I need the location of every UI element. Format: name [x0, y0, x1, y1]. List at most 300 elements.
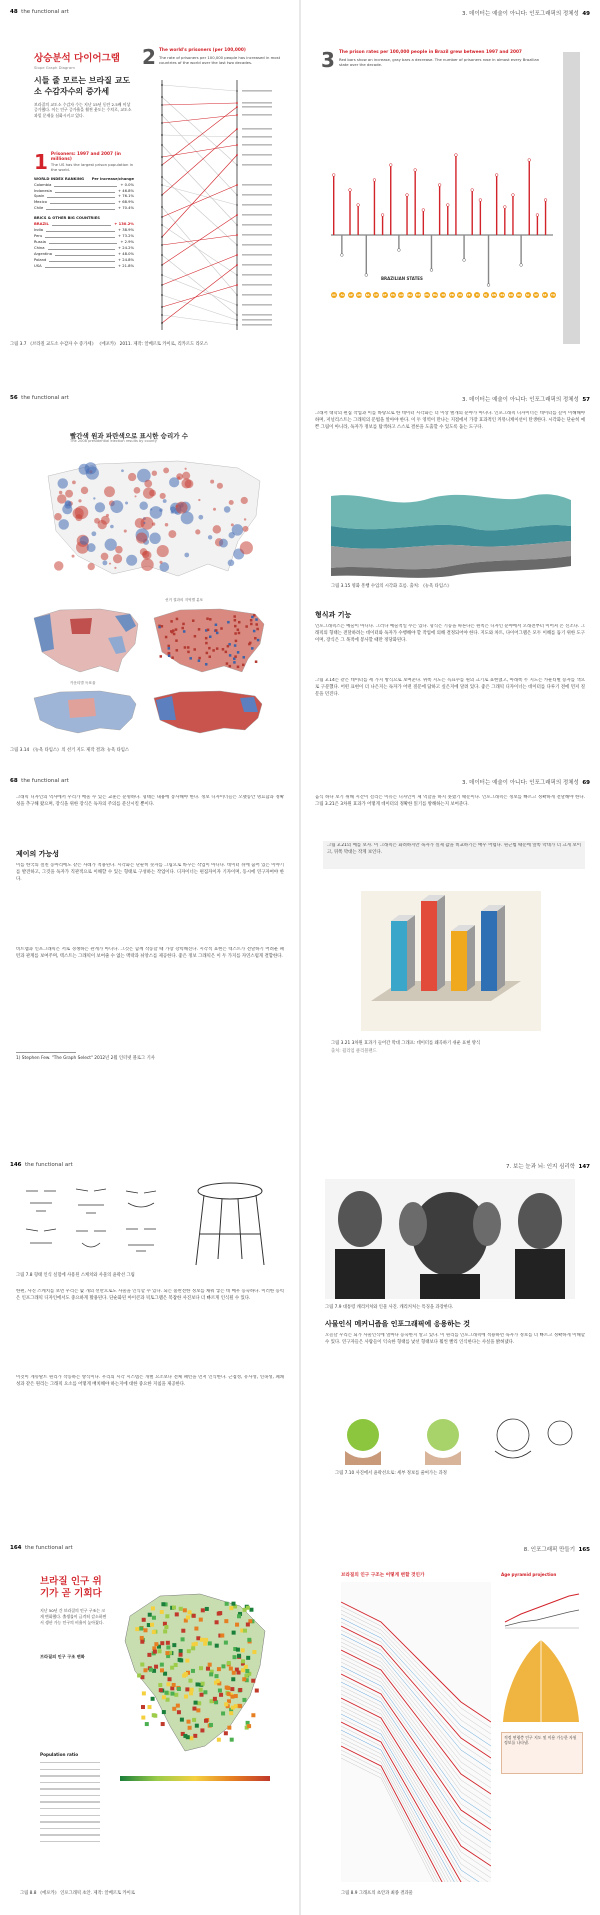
slope-point-start	[161, 236, 163, 238]
country-pct: + 38.9%	[118, 228, 134, 233]
municipality-cell	[218, 1611, 222, 1615]
country-name: India	[34, 228, 44, 233]
fig3-bar-cap	[422, 209, 425, 212]
municipality-cell	[244, 1674, 248, 1678]
municipality-cell	[194, 1642, 198, 1646]
fig1-subtitle: Slope Graph Diagram	[34, 65, 75, 70]
fig3-bar	[374, 180, 375, 235]
map-bubble	[229, 500, 234, 505]
map-title: 빨간색 원과 파란색으로 표시한 승리가 수	[70, 432, 189, 440]
municipality-cell	[143, 1628, 147, 1632]
spread-3	[0, 769, 600, 1154]
map-bubble	[115, 546, 123, 554]
spread-5	[0, 1536, 600, 1915]
fig3-note: Red bars show an increase, gray bars a decrease. The number of prisoners rose in almost every Brazilian state over the decade.	[339, 57, 540, 68]
state-badge: AL	[340, 293, 345, 297]
municipality-cell	[149, 1668, 153, 1672]
fig3-bar	[431, 235, 432, 270]
county-cell	[161, 625, 164, 628]
municipality-cell	[186, 1735, 190, 1739]
county-cell	[168, 647, 171, 650]
country-pct: + 0.0%	[120, 182, 134, 187]
county-cell	[212, 649, 215, 652]
county-cell	[165, 636, 168, 639]
country-name: Spain	[34, 194, 45, 199]
map-legend-bar	[120, 1776, 270, 1781]
map-bubble	[139, 501, 147, 509]
slope-label	[242, 244, 272, 246]
map-label-b: 선거 결과의 지역별 분포	[165, 598, 204, 602]
map-bubble	[78, 499, 81, 502]
legend-table	[40, 1762, 100, 1848]
map-bubble	[150, 506, 163, 519]
municipality-cell	[179, 1607, 183, 1611]
municipality-cell	[161, 1602, 165, 1606]
slope-label	[242, 164, 272, 166]
map-bubble	[198, 499, 200, 501]
slope-line	[162, 255, 237, 315]
map-bubble	[240, 541, 253, 554]
municipality-cell	[193, 1734, 197, 1738]
map-bubble	[59, 491, 62, 494]
municipality-cell	[200, 1693, 204, 1697]
country-arrow	[47, 194, 115, 198]
fig3-bar	[512, 195, 513, 235]
map-intro: 지난 50년 간 브라질의 인구 구조는 크게 변화했다. 출생률이 급격히 감소하면서 생산 가능 인구의 비율이 높아졌다.	[40, 1608, 107, 1625]
stream-graph	[331, 486, 571, 578]
municipality-cell	[177, 1687, 181, 1691]
bar-3d-side	[467, 925, 475, 991]
county-cell	[237, 666, 240, 669]
fig3-axis-label: BRAZILIAN STATES	[381, 276, 423, 281]
county-cell	[206, 617, 209, 620]
slope-label	[242, 304, 272, 306]
slope-label	[242, 106, 272, 108]
municipality-cell	[192, 1707, 196, 1711]
county-cell	[216, 632, 219, 635]
municipality-cell	[185, 1687, 189, 1691]
country-name: BRAZIL	[34, 222, 49, 227]
state-badge: CE	[374, 293, 378, 297]
state-badge: SP	[534, 293, 539, 297]
municipality-cell	[247, 1638, 251, 1642]
municipality-cell	[247, 1724, 251, 1728]
body-text-2: 이를 한국의 절친 동아리에도 같은 사례가 적용된다. 시각화는 단순히 숫자를 그림으로 바꾸는 작업이 아니다. 데이터 뒤에 숨어 있는 이야기를 발견하고, 그것을 독자가 직관적으로 이해할 수 있는 형태로 구성하는 작업이다. 디자이너는 편집자이자 기자이며, 동시에 연구자여야 한다.	[16, 863, 284, 882]
country-name: Chile	[34, 206, 44, 211]
municipality-cell	[164, 1691, 168, 1695]
fig3-bar	[472, 190, 473, 235]
county-cell	[229, 654, 232, 657]
pyramid-title: Age pyramid projection	[501, 1572, 557, 1577]
state-badge: RS	[500, 293, 505, 297]
map-bubble	[181, 478, 191, 488]
country-name: Argentina	[34, 251, 52, 256]
fig3-bar	[504, 207, 505, 235]
county-cell	[253, 630, 256, 633]
map-bubble	[185, 468, 187, 470]
county-cell	[184, 646, 187, 649]
municipality-cell	[230, 1687, 234, 1691]
map-bubble	[73, 508, 84, 519]
spread-1	[0, 0, 600, 387]
municipality-cell	[189, 1691, 193, 1695]
country-arrow	[49, 258, 115, 262]
state-badge: GO	[399, 293, 404, 297]
map-bubble	[244, 518, 246, 520]
country-list	[34, 183, 134, 213]
municipality-cell	[234, 1704, 238, 1708]
slope-point-end	[236, 90, 238, 92]
municipality-cell	[199, 1666, 203, 1670]
municipality-cell	[152, 1616, 156, 1620]
slope-label	[242, 194, 272, 196]
municipality-cell	[153, 1650, 157, 1654]
page-header-left: 164 the functional art	[10, 1545, 73, 1551]
municipality-cell	[242, 1677, 246, 1681]
county-cell	[176, 649, 179, 652]
municipality-cell	[232, 1671, 236, 1675]
fig3-bar	[382, 215, 383, 235]
slope-point-end	[236, 304, 238, 306]
spread1-caption: 그림 3.7 《브라질 교도소 수감자 수 증가세》 《에포카》 2011. 제작: 알베르토 카이로, 리카르도 라모스	[10, 342, 209, 347]
population-line-chart	[341, 1582, 491, 1882]
municipality-cell	[158, 1683, 162, 1687]
municipality-cell	[188, 1679, 192, 1683]
slope-point-start	[161, 284, 163, 286]
country-name: Poland	[34, 257, 47, 262]
county-cell	[168, 652, 171, 655]
country-pct: + 46.8%	[118, 188, 134, 193]
slope-label	[242, 102, 272, 104]
fig3-bar	[520, 235, 521, 265]
fig2-note: The rate of prisoners per 100,000 people has increased in most countries of the world over the last two decades.	[159, 55, 281, 66]
municipality-cell	[195, 1724, 199, 1728]
municipality-cell	[235, 1623, 239, 1627]
3d-bar-chart	[361, 881, 541, 1031]
slope-label	[242, 224, 272, 226]
slope-point-start	[161, 96, 163, 98]
county-cell	[254, 637, 257, 640]
map-label: 브라질의 인구 구조 변화	[40, 1654, 85, 1659]
map-bubble	[219, 539, 228, 548]
municipality-cell	[187, 1649, 191, 1653]
map-bubble	[113, 554, 122, 563]
map-bubble	[128, 473, 136, 481]
county-cell	[167, 645, 170, 648]
municipality-cell	[237, 1704, 241, 1708]
municipality-cell	[242, 1698, 246, 1702]
slope-line	[162, 255, 237, 285]
municipality-cell	[172, 1606, 176, 1610]
county-cell	[160, 655, 163, 658]
slope-point-start	[161, 314, 163, 316]
slope-point-start	[161, 206, 163, 208]
slope-point-end	[236, 114, 238, 116]
slope-point-start	[161, 176, 163, 178]
municipality-cell	[140, 1636, 144, 1640]
municipality-cell	[241, 1659, 245, 1663]
municipality-cell	[201, 1682, 205, 1686]
municipality-cell	[246, 1656, 250, 1660]
map-bubble	[198, 515, 203, 520]
fig3-bar-cap	[397, 249, 400, 252]
municipality-cell	[230, 1695, 234, 1699]
page-69	[301, 769, 600, 1153]
map-bubble	[125, 502, 128, 505]
municipality-cell	[225, 1686, 229, 1690]
slope-line	[162, 107, 237, 165]
map-bubble	[91, 531, 96, 536]
page-146	[0, 1153, 299, 1536]
county-cell	[255, 623, 258, 626]
spread-4	[0, 1153, 600, 1537]
fig3-bar	[439, 185, 440, 235]
gray-sidebar	[563, 52, 580, 344]
choropleth-map-right	[150, 604, 268, 676]
fig3-bar-cap	[381, 214, 384, 217]
fig3-bar-cap	[365, 274, 368, 277]
country-arrow	[46, 206, 115, 210]
map-title: 브라질 인구 위기가 곧 기회다	[40, 1576, 102, 1599]
municipality-cell	[220, 1633, 224, 1637]
municipality-cell	[151, 1606, 155, 1610]
country-name: Colombia	[34, 182, 52, 187]
county-cell	[250, 623, 253, 626]
page-header-left: 56 the functional art	[10, 395, 69, 401]
fig3-bar	[366, 235, 367, 275]
municipality-cell	[217, 1667, 221, 1671]
municipality-cell	[221, 1711, 225, 1715]
county-cell	[171, 656, 174, 659]
fig1-panel	[34, 50, 134, 270]
municipality-cell	[194, 1701, 198, 1705]
county-cell	[238, 632, 241, 635]
municipality-cell	[184, 1695, 188, 1699]
body-text-5: 그림 3.21의 예를 보자. 이 그래픽은 화려하지만 독자가 실제 값을 비교하기는 매우 어렵다. 원근법 때문에 앞쪽 막대가 더 크게 보이고, 뒤쪽 막대는 작게 보인다.	[327, 843, 581, 855]
county-cell	[237, 651, 240, 654]
municipality-cell	[183, 1608, 187, 1612]
municipality-cell	[214, 1700, 218, 1704]
map-bubble	[79, 464, 90, 475]
map-bubble	[163, 499, 167, 503]
brazil-map	[110, 1576, 280, 1766]
map-bubble	[54, 513, 62, 521]
country-pct: + 73.2%	[118, 234, 134, 239]
fig3-bar	[537, 215, 538, 235]
slope-label	[242, 204, 272, 206]
legend-title: Population ratio	[40, 1752, 79, 1757]
map-bubble	[143, 487, 154, 498]
page-header-left: 146 the functional art	[10, 1162, 73, 1168]
fig3-bar-cap	[495, 174, 498, 177]
fig3-bar	[349, 190, 350, 235]
slope-label	[242, 136, 272, 138]
municipality-cell	[141, 1705, 145, 1709]
municipality-cell	[215, 1644, 219, 1648]
map-bubble	[176, 502, 188, 514]
country-pct: + 24.8%	[118, 257, 134, 262]
map-bubble	[157, 545, 169, 557]
municipality-cell	[203, 1690, 207, 1694]
municipality-cell	[181, 1629, 185, 1633]
map-label-c: 카운티별 득표율	[70, 681, 96, 685]
map-bubble	[121, 469, 124, 472]
municipality-cell	[229, 1667, 233, 1671]
municipality-cell	[170, 1692, 174, 1696]
slope-point-end	[236, 106, 238, 108]
municipality-cell	[219, 1693, 223, 1697]
municipality-cell	[208, 1641, 212, 1645]
fig3-bar-cap	[332, 174, 335, 177]
page-header-left: 68 the functional art	[10, 778, 69, 784]
municipality-cell	[196, 1682, 200, 1686]
slope-line	[162, 285, 237, 307]
page-165	[301, 1536, 600, 1915]
slope-point-end	[236, 184, 238, 186]
fig3-bar-cap	[349, 189, 352, 192]
spread5-left-caption: 그림 8.8 《에포카》 인포그래픽 초안. 제작: 알베르토 카이로	[20, 1891, 135, 1896]
spread-2	[0, 386, 600, 770]
page-49	[301, 0, 600, 386]
county-cell	[243, 656, 246, 659]
municipality-cell	[205, 1607, 209, 1611]
county-cell	[172, 629, 175, 632]
county-cell	[205, 663, 208, 666]
municipality-cell	[218, 1688, 222, 1692]
fig3-bar-cap	[446, 204, 449, 207]
section-title: 사물인식 메커니즘을 인포그래픽에 응용하는 것	[325, 1320, 470, 1328]
map-bubble	[171, 511, 174, 514]
map-bubble	[110, 500, 123, 513]
county-cell	[233, 615, 236, 618]
bar-3d	[391, 921, 407, 991]
slope-point-start	[161, 134, 163, 136]
slope-point-end	[236, 136, 238, 138]
fig3-bar-cap	[430, 269, 433, 272]
body-text-1: 한편, 사진 스케치를 보면 우리는 몇 개의 선만으로도 사물을 인식할 수 있다. 뇌는 불완전한 정보를 채워 넣는 데 매우 능숙하다. 이러한 능력은 인포그래픽 디자인에서도 중요하게 활용된다. 단순화된 아이콘과 픽토그램은 복잡한 사진보다 더 빠르게 인식될 수 있다.	[16, 1289, 284, 1301]
slope-line	[162, 225, 237, 275]
page-header-right: 3. 데이터는 예술이 아니다: 인포그래픽의 정체성 57	[462, 397, 590, 403]
state-badge: RN	[491, 293, 497, 297]
slope-line	[162, 103, 237, 105]
fig3-bar-cap	[389, 164, 392, 167]
map-bubble	[72, 555, 75, 558]
map-bubble	[142, 551, 149, 558]
county-cell	[198, 659, 201, 662]
county-cell	[234, 632, 237, 635]
municipality-cell	[165, 1651, 169, 1655]
municipality-cell	[227, 1726, 231, 1730]
country-pct: + 24.2%	[118, 245, 134, 250]
municipality-cell	[166, 1641, 170, 1645]
slope-point-end	[236, 254, 238, 256]
page-57	[301, 386, 600, 769]
municipality-cell	[172, 1683, 176, 1687]
fig3-title: The prison rates per 100,000 people in Brazil grew between 1997 and 2007	[339, 50, 522, 55]
municipality-cell	[203, 1642, 207, 1646]
county-cell	[168, 655, 171, 658]
slope-point-start	[161, 164, 163, 166]
slope-line	[162, 85, 237, 91]
county-cell	[192, 619, 195, 622]
county-cell	[234, 619, 237, 622]
municipality-cell	[225, 1602, 229, 1606]
state-badge: PA	[441, 293, 446, 297]
municipality-cell	[142, 1618, 146, 1622]
country-arrow	[52, 222, 111, 226]
map-bubble	[229, 532, 235, 538]
county-cell	[251, 647, 254, 650]
county-cell	[227, 621, 230, 624]
photo-caption: 그림 7.10 사진에서 윤곽선으로: 세부 정보를 줄여가는 과정	[335, 1471, 447, 1476]
page-header-right: 3. 데이터는 예술이 아니다: 인포그래픽의 정체성 49	[462, 11, 590, 17]
bar-3d-side	[497, 905, 505, 991]
municipality-cell	[191, 1646, 195, 1650]
municipality-cell	[238, 1688, 242, 1692]
municipality-cell	[232, 1602, 236, 1606]
slope-point-start	[161, 122, 163, 124]
state-badge: BA	[365, 293, 370, 297]
county-cell	[175, 639, 178, 642]
county-cell	[208, 647, 211, 650]
slope-point-end	[236, 194, 238, 196]
chart-caption: 그림 3.21 3차원 효과가 들어간 막대 그래프: 데이터를 왜곡하기 쉬운 표현 방식	[331, 1041, 481, 1046]
country-arrow	[54, 183, 117, 187]
slope-point-start	[161, 84, 163, 86]
county-cell	[250, 619, 253, 622]
fig3-bar-cap	[503, 206, 506, 209]
municipality-cell	[241, 1648, 245, 1652]
slope-point-start	[161, 144, 163, 146]
county-cell	[242, 664, 245, 667]
fig3-bar-cap	[406, 194, 409, 197]
municipality-cell	[172, 1643, 176, 1647]
municipality-cell	[208, 1663, 212, 1667]
slope-point-start	[161, 156, 163, 158]
municipality-cell	[191, 1669, 195, 1673]
fig3-bar-cap	[528, 159, 531, 162]
municipality-cell	[209, 1672, 213, 1676]
fig2-title: The world's prisoners (per 100,000)	[159, 48, 246, 53]
fig3-bar	[488, 235, 489, 285]
county-cell	[234, 625, 237, 628]
fig3-bar	[333, 175, 334, 235]
slope-point-end	[236, 102, 238, 104]
municipality-cell	[148, 1705, 152, 1709]
fig3-bar-cap	[487, 284, 490, 287]
municipality-cell	[174, 1693, 178, 1697]
fig3-bar-cap	[340, 254, 343, 257]
municipality-cell	[241, 1668, 245, 1672]
fig1-number: 1	[34, 149, 48, 174]
fig3-bar	[480, 200, 481, 235]
fig3-bar	[529, 160, 530, 235]
country-pct: + 48.0%	[118, 251, 134, 256]
municipality-cell	[232, 1631, 236, 1635]
country-name: Peru	[34, 234, 43, 239]
municipality-cell	[246, 1623, 250, 1627]
county-cell	[176, 618, 179, 621]
page-header-left: 48 the functional art	[10, 9, 69, 15]
map-bubble	[95, 502, 105, 512]
map-bubble	[152, 471, 157, 476]
slope-line	[162, 177, 237, 245]
county-cell	[209, 656, 212, 659]
slope-point-start	[161, 184, 163, 186]
municipality-cell	[215, 1620, 219, 1624]
municipality-cell	[200, 1728, 204, 1732]
municipality-cell	[244, 1665, 248, 1669]
